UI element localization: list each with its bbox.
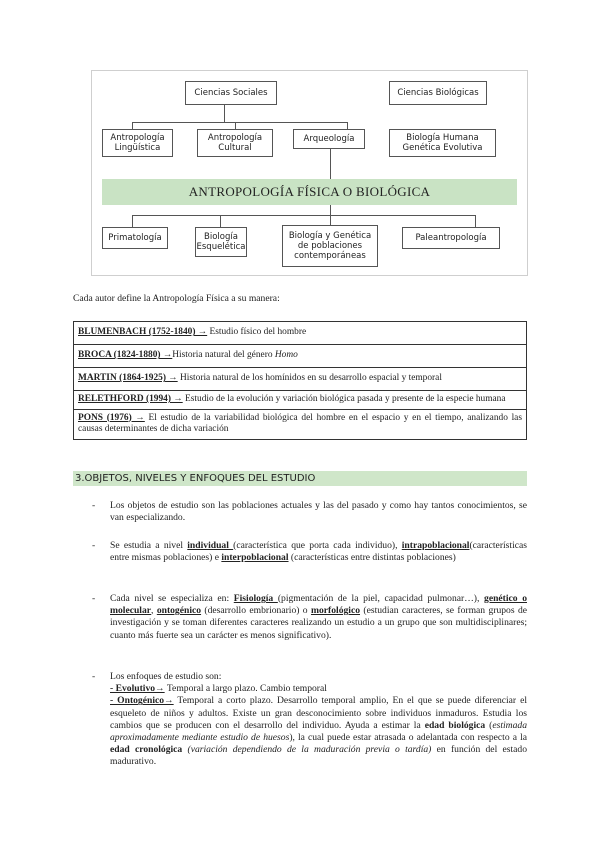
anthropology-diagram [91, 70, 528, 276]
connector-line [132, 215, 133, 227]
label-ontogenico: - Ontogénico→ [110, 695, 174, 707]
text-run: Temporal a largo plazo. Cambio temporal [164, 683, 327, 695]
author-definition: Estudio de la evolución y variación biológica pasada y presente de la especie humana [182, 394, 506, 404]
connector-line [132, 215, 475, 216]
antropologia-fisica-band: ANTROPOLOGÍA FÍSICA O BIOLÓGICA [102, 179, 517, 205]
text-run: ), la cual puede estar atrasada o adelantada con respecto a la [289, 732, 527, 744]
keyword-edad-biologica: edad biológica [424, 719, 486, 731]
text-run: Se estudia a nivel [110, 540, 188, 551]
author-definition: El estudio de la variabilidad biológica del hombre en el espacio y en el tiempo, analizando las causas determinantes de dicha variación [78, 412, 522, 434]
section-heading: 3.OBJETOS, NIVELES Y ENFOQUES DEL ESTUDIO [73, 471, 527, 486]
text-run: (características entre mismas poblaciones) e [110, 540, 527, 564]
box-antropologia-cultural: Antropología Cultural [197, 129, 273, 157]
bullet-dash: - [92, 593, 96, 604]
keyword-edad-cronologica: edad cronológica [110, 744, 183, 756]
bullet-text-objects: Los objetos de estudio son las poblaciones actuales y las del pasado y como hay tantos conocimientos, se van especializando. [110, 500, 527, 524]
text-run: (característica que porta cada individuo), [233, 540, 402, 551]
author-definition: Estudio físico del hombre [207, 327, 307, 338]
box-biologia-humana: Biología Humana Genética Evolutiva [389, 129, 496, 157]
text-run: (desarrollo embrionario) o [201, 605, 311, 617]
connector-line [330, 205, 331, 215]
author-name: MARTIN (1864-1925) → [78, 373, 178, 384]
connector-line [330, 149, 331, 179]
box-genetica-poblaciones: Biología y Genética de poblaciones contemporáneas [282, 225, 378, 267]
intro-text: Cada autor define la Antropología Física a su manera: [73, 293, 280, 304]
approaches-intro: Los enfoques de estudio son: [110, 671, 222, 682]
keyword-individual: individual [187, 540, 234, 551]
box-arqueologia: Arqueología [293, 129, 365, 149]
author-name: BROCA (1824-1880) → [78, 350, 173, 361]
keyword-morfologico: morfológico [310, 605, 361, 617]
keyword-ontogenico: ontogénico [156, 605, 202, 617]
keyword-fisiologia: Fisiología [233, 593, 278, 604]
text-run: , [151, 605, 157, 617]
table-row [74, 368, 527, 391]
approach-evolutivo [110, 683, 527, 695]
text-italic: estimada aproximadamente mediante estudio de huesos [110, 719, 528, 744]
table-row [74, 391, 527, 410]
box-biologia-esqueletica: Biología Esquelética [195, 227, 247, 257]
author-definition: Historia natural de los homínidos en su desarrollo espacial y temporal [177, 373, 442, 384]
text-italic: (variación dependiendo de la maduración previa o tardía) [187, 744, 432, 756]
bullet-text-specialization [110, 593, 527, 642]
author-name: RELETHFORD (1994) → [78, 394, 183, 404]
box-paleoantropologia: Paleantropología [402, 227, 500, 249]
text-run: (pigmentación de la piel, capacidad pulmonar…), [277, 593, 485, 604]
bullet-dash: - [92, 500, 96, 511]
text-run: Temporal a corto plazo. Desarrollo temporal amplio, En el que se puede diferenciar el esqueleto de niños y adultos. Existe un gran desconocimiento sobre individuos inmaduros. Estudia los cambios que se producen con el desarrollo del individuo. Ayuda a estimar la [110, 695, 528, 731]
bullet-text-levels [110, 540, 527, 564]
connector-line [330, 215, 331, 225]
text-run: (estudian caracteres, se forman grupos de investigación y se toman diferentes caracteres realizando un estudio a un grupo que son multidisciplinares; cuanto más fuerte sea un carácter es menos significativo). [110, 605, 528, 641]
connector-line [224, 105, 225, 122]
connector-line [220, 215, 221, 227]
keyword-intrapoblacional: intrapoblacional [401, 540, 470, 551]
author-definition: Historia natural del género [172, 350, 275, 361]
keyword-genetico: genético o molecular [110, 593, 527, 617]
text-run: ( [485, 719, 493, 731]
text-run: Cada nivel se especializa en: [110, 593, 234, 604]
box-ciencias-sociales: Ciencias Sociales [185, 81, 277, 105]
author-definition-italic: Homo [274, 350, 298, 361]
text-run: en función del estado madurativo. [110, 744, 527, 768]
bullet-text-approaches [110, 671, 527, 769]
table-row [74, 409, 527, 439]
author-name: BLUMENBACH (1752-1840) → [78, 327, 208, 338]
author-name: PONS (1976) → [78, 412, 145, 423]
text-run: (características entre distintas poblaciones) [288, 552, 456, 564]
box-primatologia: Primatología [102, 227, 168, 249]
table-row [74, 322, 527, 345]
bullet-dash: - [92, 671, 96, 682]
bullet-dash: - [92, 540, 96, 551]
approach-ontogenico [110, 695, 527, 768]
connector-line [475, 215, 476, 227]
connector-line [132, 122, 347, 123]
box-antropologia-linguistica: Antropología Lingüística [102, 129, 173, 157]
authors-table [73, 321, 527, 440]
table-row [74, 345, 527, 368]
keyword-interpoblacional: interpoblacional [221, 552, 289, 564]
box-ciencias-biologicas: Ciencias Biológicas [389, 81, 487, 105]
label-evolutivo: - Evolutivo→ [110, 683, 165, 695]
